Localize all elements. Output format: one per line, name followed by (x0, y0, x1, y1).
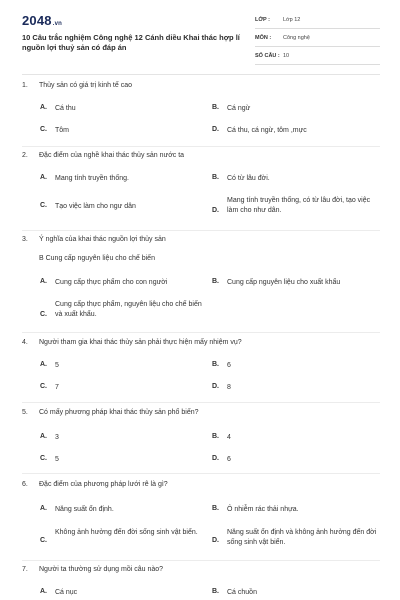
question-2 (22, 152, 382, 222)
option-text: Năng suất ổn định và không ảnh hưởng đến đời sống sinh vật biển. (227, 529, 377, 546)
question-divider (22, 146, 380, 147)
option-text: 8 (227, 384, 231, 391)
option-text: Ô nhiễm rác thải nhựa. (227, 506, 299, 513)
logo-text: 2048 (22, 13, 52, 28)
option-letter: A. (40, 433, 47, 440)
meta-class-value: Lớp 12 (283, 17, 301, 23)
option-text: 6 (227, 456, 231, 463)
question-divider (22, 332, 380, 333)
meta-subject-label: MÔN : (255, 35, 272, 41)
option-letter: A. (40, 104, 47, 111)
question-text (22, 339, 242, 346)
meta-class-row (255, 16, 380, 29)
question-number: 2. (22, 152, 28, 159)
question-label: Người ta thường sử dụng mồi câu nào? (39, 566, 164, 573)
quiz-meta (255, 16, 380, 70)
question-4 (22, 339, 382, 399)
question-number: 4. (22, 339, 28, 346)
meta-count-row (255, 52, 380, 65)
meta-count-value: 10 (283, 53, 290, 59)
option-text: Cá ngừ (227, 105, 251, 112)
option-text: 6 (227, 362, 231, 369)
option-letter: C. (40, 126, 47, 133)
meta-subject-value: Công nghệ (283, 35, 310, 41)
question-number: 6. (22, 481, 28, 488)
question-7 (22, 566, 382, 600)
option-letter: B. (212, 361, 219, 368)
question-label: Ý nghĩa của khai thác nguồn lợi thủy sản (39, 236, 166, 243)
question-divider (22, 560, 380, 561)
option-letter: D. (212, 537, 219, 544)
option-letter: B. (212, 278, 219, 285)
page-header (0, 0, 400, 70)
option-text: Tạo việc làm cho ngư dân (55, 203, 136, 210)
option-text: Có từ lâu đời. (227, 175, 270, 182)
question-label: Người tham gia khai thác thủy sản phải thực hiện mấy nhiệm vụ? (39, 339, 242, 346)
option-letter: D. (212, 207, 219, 214)
question-label: Có mấy phương pháp khai thác thủy sản phổ biến? (39, 409, 199, 416)
meta-class-label: LỚP : (255, 17, 270, 23)
option-letter: D. (212, 383, 219, 390)
option-text: Cung cấp thực phẩm cho con người (55, 279, 168, 286)
option-letter: A. (40, 174, 47, 181)
option-text: Cá chuồn (227, 589, 257, 596)
option-text: Cá thu, cá ngừ, tôm ,mực (227, 127, 307, 134)
option-text: Cung cấp thực phẩm, nguyên liệu cho chế biến và xuất khẩu. (55, 301, 202, 318)
question-number: 5. (22, 409, 28, 416)
option-letter: A. (40, 588, 47, 595)
question-text (22, 566, 163, 573)
option-letter: A. (40, 278, 47, 285)
option-letter: A. (40, 505, 47, 512)
option-letter: C. (40, 383, 47, 390)
option-letter: C. (40, 455, 47, 462)
option-text: Cá thu (55, 105, 76, 112)
question-divider (22, 402, 380, 403)
option-letter: B. (212, 505, 219, 512)
question-label: Đặc điểm của nghề khai thác thủy sản nước ta (39, 152, 185, 159)
logo-suffix: .vn (52, 21, 63, 27)
question-divider (22, 230, 380, 231)
question-text (22, 409, 199, 416)
option-text: 5 (55, 456, 59, 463)
option-letter: B. (212, 174, 219, 181)
option-text: Mang tính truyền thống. (55, 175, 129, 182)
option-letter: C. (40, 311, 47, 318)
option-letter: B. (212, 433, 219, 440)
page-title: 10 Câu trắc nghiệm Công nghệ 12 Cánh diều Khai thác hợp lí nguồn lợi thuỷ sản có đáp án (22, 33, 240, 52)
header-divider (22, 74, 380, 75)
question-6 (22, 481, 382, 556)
option-letter: D. (212, 455, 219, 462)
option-text: 4 (227, 434, 231, 441)
question-text (22, 236, 166, 243)
option-text: Cung cấp nguyên liệu cho xuất khẩu (227, 279, 341, 286)
option-text: 5 (55, 362, 59, 369)
option-text: Không ảnh hưởng đến đời sống sinh vật biển. (55, 529, 198, 536)
option-letter: B. (212, 588, 219, 595)
option-text: Năng suất ổn định. (55, 506, 114, 513)
meta-subject-row (255, 34, 380, 47)
question-number: 7. (22, 566, 28, 573)
question-1 (22, 82, 382, 142)
question-number: 1. (22, 82, 28, 89)
option-text: Cá nục (55, 589, 78, 596)
question-3 (22, 236, 382, 331)
question-number: 3. (22, 236, 28, 243)
option-letter: C. (40, 537, 47, 544)
meta-count-label: SỐ CÂU : (255, 53, 280, 59)
question-5 (22, 409, 382, 469)
question-text (22, 82, 132, 89)
option-text: Tôm (55, 127, 69, 134)
option-letter: B. (212, 104, 219, 111)
question-text (22, 481, 168, 488)
question-label: Thủy sản có giá trị kinh tế cao (39, 82, 132, 89)
question-label: Đặc điểm của phương pháp lưới rê là gì? (39, 481, 168, 488)
question-divider (22, 473, 380, 474)
option-letter: D. (212, 126, 219, 133)
question-subtext: B Cung cấp nguyên liệu cho chế biến (39, 255, 155, 262)
option-text: Mang tính truyền thống, có từ lâu đời, tạo việc làm cho như dân. (227, 197, 371, 214)
question-text (22, 152, 184, 159)
option-text: 3 (55, 434, 59, 441)
option-text: 7 (55, 384, 59, 391)
option-letter: C. (40, 202, 47, 209)
site-logo[interactable] (22, 13, 62, 28)
option-letter: A. (40, 361, 47, 368)
